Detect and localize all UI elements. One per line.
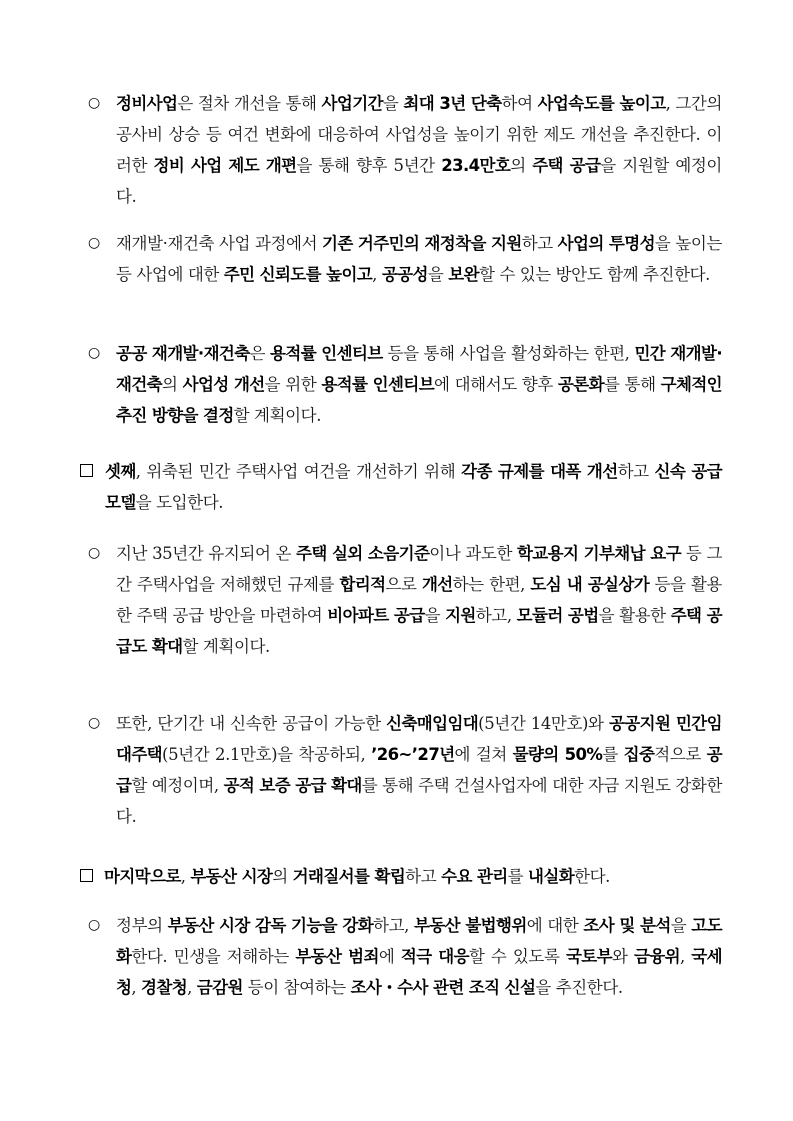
bold-text: 개선 [421, 575, 453, 594]
bold-text: 공공 재개발·재건축 [116, 344, 250, 363]
text-run: 을 추진한다. [535, 978, 623, 997]
text-run: 하고, [373, 916, 414, 935]
text-run: 의 [272, 867, 293, 886]
paragraph [116, 708, 722, 832]
bold-text: 적극 대응 [400, 947, 469, 966]
section-heading [104, 861, 744, 892]
bold-text: 용적률 인센티브 [321, 375, 435, 394]
text-run: , [187, 978, 197, 997]
paragraph [116, 88, 722, 212]
bold-text: 학교용지 기부채납 요구 [516, 544, 681, 563]
text-run: 이나 과도한 [429, 544, 517, 563]
bullet-circle: ○ [88, 917, 101, 933]
text-run: 할 계획이다. [233, 406, 322, 425]
text-run: 을 위한 [264, 375, 322, 394]
section-box-marker [80, 464, 93, 477]
text-run: 을 [427, 265, 449, 284]
bold-text: 부동산 시장 감독 기능을 강화 [167, 916, 374, 935]
text-run: 적으로 [654, 745, 707, 764]
bold-text: 조사・수사 관련 조직 신설 [350, 978, 536, 997]
text-run: 을 [382, 94, 404, 113]
bullet-circle: ○ [88, 545, 101, 561]
bold-text: 부동산 불법행위 [413, 916, 527, 935]
text-run: 으로 [385, 575, 422, 594]
bold-text: 공공성 [381, 265, 428, 284]
bold-text: 부동산 시장 [190, 867, 273, 886]
bold-text: 구체적인 추진 방향을 결정 [116, 375, 722, 425]
text-run: 또한, 단기간 내 신속한 공급이 가능한 [116, 714, 387, 733]
bold-text: 신속 공급모델 [105, 462, 722, 512]
text-run: 을 지원할 예정이다. [116, 156, 722, 206]
text-run: 에 걸쳐 [454, 745, 513, 764]
bold-text: 고도화 [116, 916, 722, 966]
bold-text: 부동산 범죄 [295, 947, 379, 966]
bold-text: 각종 규제를 대폭 개선 [461, 462, 618, 481]
text-run: 하고, [475, 606, 517, 625]
bold-text: 국세청 [116, 947, 722, 997]
bold-text: 사업속도를 높이고 [537, 94, 666, 113]
text-run: 할 예정이며, [131, 776, 224, 795]
text-run: 은 [249, 344, 271, 363]
text-run: 등 그간 주택사업을 저해했던 규제를 [116, 544, 722, 594]
bold-text: 용적률 인센티브 [270, 344, 383, 363]
section-heading [105, 456, 722, 518]
text-run: 등이 참여하는 [242, 978, 351, 997]
bold-text: 공적 보증 공급 확대 [223, 776, 362, 795]
text-run: 을 활용한 [598, 606, 671, 625]
bullet-circle: ○ [88, 345, 101, 361]
paragraph [116, 338, 722, 431]
text-run: 등을 통해 사업을 활성화하는 한편, [382, 344, 635, 363]
bold-text: 공급 [116, 745, 722, 795]
text-run: 하고 [617, 462, 655, 481]
bold-text: 지원 [445, 606, 476, 625]
text-run: 와 [611, 947, 634, 966]
bold-text: 경찰청 [141, 978, 188, 997]
text-run: 을 [424, 606, 446, 625]
bold-text: 사업의 투명성 [557, 234, 655, 253]
text-run: 정부의 [116, 916, 168, 935]
bold-text: 보완 [448, 265, 479, 284]
bold-text: 금감원 [196, 978, 243, 997]
text-run: 의 [510, 156, 533, 175]
bold-text: 셋째 [105, 462, 136, 481]
bold-text: 민간 재개발·재건축 [116, 344, 723, 394]
text-run: , [180, 867, 191, 886]
bold-text: 국토부 [565, 947, 612, 966]
text-run: , [131, 978, 142, 997]
text-run: 의 [162, 375, 183, 394]
bold-text: 주택 공급도 확대 [116, 606, 722, 656]
text-run: 에 대해서도 향후 [434, 375, 558, 394]
bold-text: 모듈러 공법 [516, 606, 599, 625]
bold-text: 물량의 50% [512, 745, 603, 764]
bold-text: 합리적 [339, 575, 386, 594]
bold-text: ’26~’27년 [371, 745, 455, 764]
text-run: 하고 [521, 234, 558, 253]
text-run: , [680, 947, 692, 966]
text-run: 에 [378, 947, 401, 966]
bullet-circle: ○ [88, 715, 101, 731]
bold-text: 기존 거주민의 재정착을 지원 [322, 234, 522, 253]
text-run: 을 높이는 등 사업에 대한 [116, 234, 722, 284]
text-run: 를 [507, 867, 529, 886]
text-run: 할 수 있는 방안도 함께 추진한다. [478, 265, 711, 284]
bold-text: 정비 사업 제도 개편 [153, 156, 297, 175]
bold-text: 조사 및 분석 [583, 916, 671, 935]
text-run: 을 도입한다. [135, 493, 224, 512]
bold-text: 주택 공급 [532, 156, 601, 175]
text-run: 하고 [405, 867, 442, 886]
text-run: 할 수 있도록 [468, 947, 566, 966]
bold-text: 공론화 [557, 375, 604, 394]
text-run: 등을 활용한 주택 공급 방안을 마련하여 [116, 575, 722, 625]
text-run: , [372, 265, 382, 284]
text-run: 를 통해 주택 건설사업자에 대한 자금 지원도 강화한다. [116, 776, 723, 826]
text-run: 재개발·재건축 사업 과정에서 [116, 234, 323, 253]
text-run: 할 계획이다. [182, 637, 270, 656]
bullet-circle: ○ [88, 235, 101, 251]
paragraph [116, 910, 722, 1003]
bold-text: 주택 실외 소음기준 [296, 544, 430, 563]
text-run: 를 통해 [603, 375, 661, 394]
bold-text: 공공지원 민간임대주택 [116, 714, 722, 764]
text-run: (5년간 2.1만호)을 착공하되, [162, 745, 372, 764]
bold-text: 내실화 [528, 867, 575, 886]
bold-text: 수요 관리 [441, 867, 508, 886]
text-run: , 위축된 민간 주택사업 여건을 개선하기 위해 [135, 462, 462, 481]
text-run: 에 대한 [526, 916, 584, 935]
text-run: 하여 [501, 94, 538, 113]
text-run: 은 절차 개선을 통해 [177, 94, 322, 113]
bold-text: 신축매입임대 [386, 714, 479, 733]
bold-text: 사업기간 [321, 94, 383, 113]
bold-text: 도심 내 공실상가 [530, 575, 650, 594]
section-box-marker [80, 869, 93, 882]
bold-text: 비아파트 공급 [327, 606, 425, 625]
text-run: 를 [602, 745, 624, 764]
bold-text: 최대 3년 단축 [403, 94, 502, 113]
text-run: 을 [670, 916, 692, 935]
bold-text: 정비사업 [116, 94, 178, 113]
text-run: 한다. [574, 867, 610, 886]
text-run: (5년간 14만호)와 [478, 714, 609, 733]
paragraph [116, 228, 722, 290]
bold-text: 금융위 [633, 947, 680, 966]
text-run: , 그간의 공사비 상승 등 여건 변화에 대응하여 사업성을 높이기 위한 제도 개선을 추진한다. 이러한 [116, 94, 722, 175]
text-run: 지난 35년간 유지되어 온 [116, 544, 296, 563]
bold-text: 마지막으로 [104, 867, 181, 886]
bullet-circle: ○ [88, 95, 101, 111]
bold-text: 23.4만호 [441, 156, 511, 175]
paragraph [116, 538, 722, 662]
text-run: 하는 한편, [452, 575, 531, 594]
text-run: 을 통해 향후 5년간 [296, 156, 442, 175]
bold-text: 주민 신뢰도를 높이고 [223, 265, 373, 284]
bold-text: 거래질서를 확립 [292, 867, 406, 886]
bold-text: 사업성 개선 [182, 375, 265, 394]
text-run: 한다. 민생을 저해하는 [131, 947, 296, 966]
bold-text: 집중 [623, 745, 655, 764]
